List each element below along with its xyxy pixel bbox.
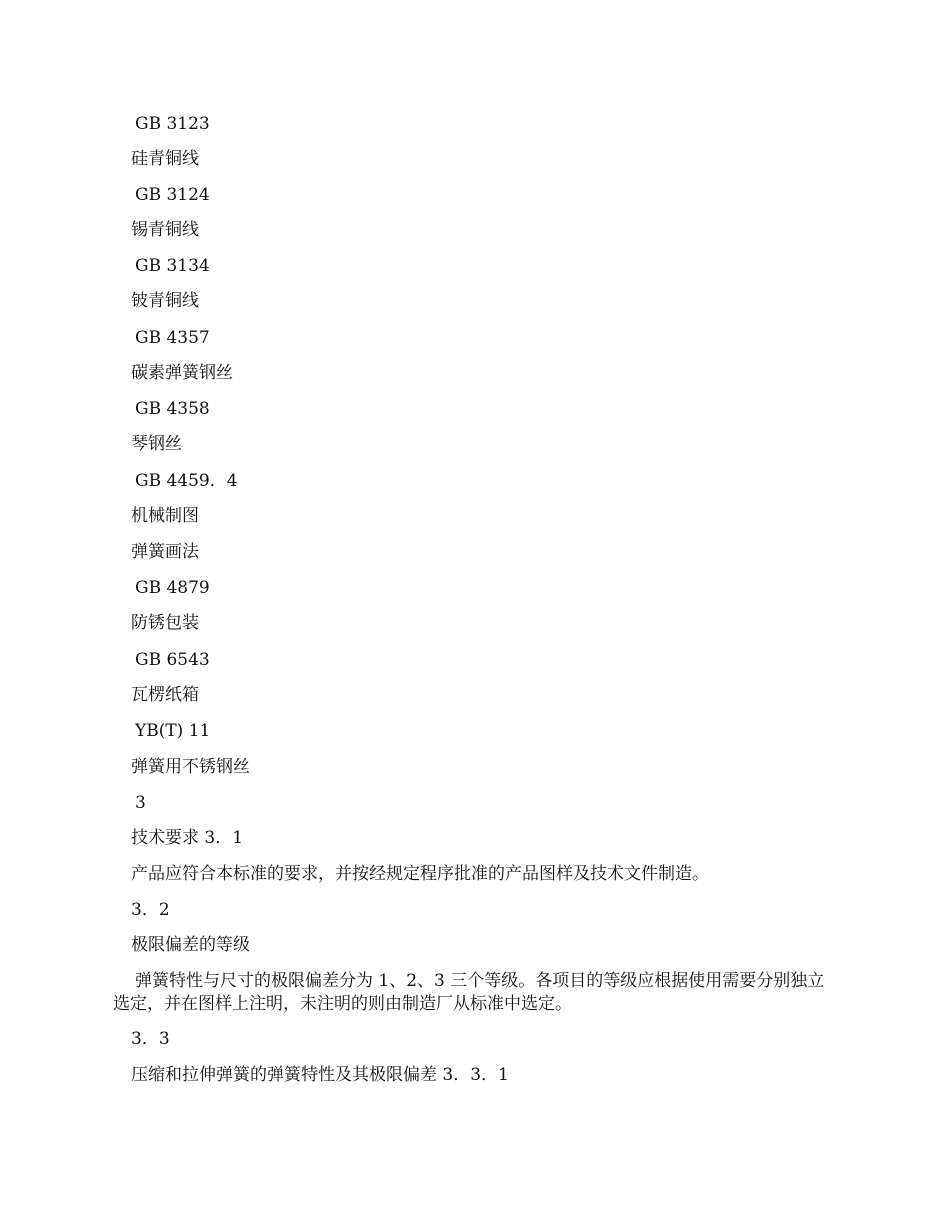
standard-code: GB 4358 (135, 399, 210, 419)
standard-code: GB 3134 (135, 256, 210, 276)
paragraph: 弹簧特性与尺寸的极限偏差分为 1、2、3 三个等级。各项目的等级应根据使用需要分别独立选定，并在图样上注明，未注明的则由制造厂从标准中选定。 (113, 971, 825, 1014)
section-number: 3．2 (131, 900, 170, 920)
standard-title: 弹簧画法 (131, 542, 199, 562)
standard-title: 瓦楞纸箱 (131, 685, 199, 705)
section-heading: 压缩和拉伸弹簧的弹簧特性及其极限偏差 3．3．1 (131, 1065, 509, 1085)
section-number: 3 (135, 793, 146, 813)
standard-code: GB 3123 (135, 114, 210, 134)
standard-code: GB 4459．4 (135, 471, 238, 491)
standard-title: 铍青铜线 (131, 291, 199, 311)
paragraph: 产品应符合本标准的要求，并按经规定程序批准的产品图样及技术文件制造。 (131, 864, 709, 884)
standard-title: 锡青铜线 (131, 220, 199, 240)
standard-code: GB 6543 (135, 650, 210, 670)
standard-title: 机械制图 (131, 506, 199, 526)
standard-title: 碳素弹簧钢丝 (131, 363, 233, 383)
standard-code: GB 3124 (135, 185, 210, 205)
standard-code: YB(T) 11 (135, 721, 211, 741)
section-number: 3．3 (131, 1029, 170, 1049)
standard-title: 硅青铜线 (131, 149, 199, 169)
section-heading: 技术要求 3．1 (131, 828, 244, 848)
standard-code: GB 4879 (135, 578, 210, 598)
section-heading: 极限偏差的等级 (131, 935, 250, 955)
standard-title: 琴钢丝 (131, 434, 182, 454)
standard-code: GB 4357 (135, 328, 210, 348)
standard-title: 弹簧用不锈钢丝 (131, 757, 250, 777)
standard-title: 防锈包装 (131, 613, 199, 633)
